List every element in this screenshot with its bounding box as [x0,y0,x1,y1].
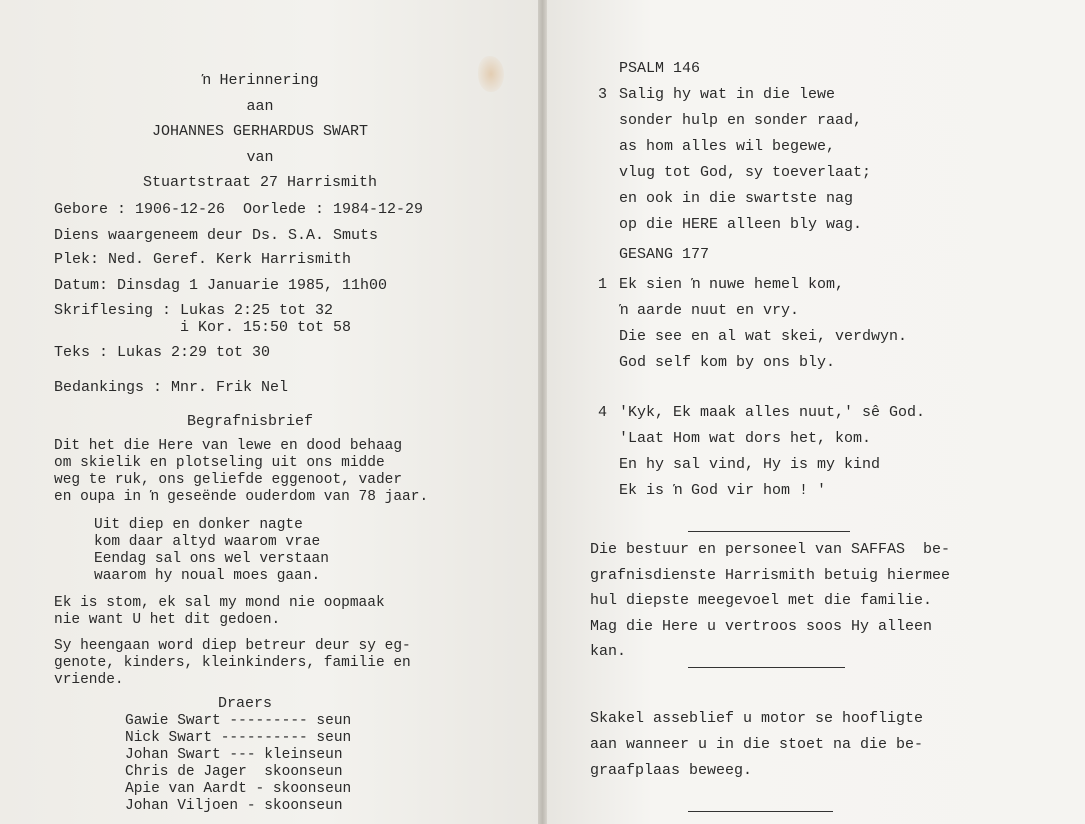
hymn-line: Die see en al wat skei, verdwyn. [619,328,908,345]
thanks-line: Bedankings : Mnr. Frik Nel [54,379,289,396]
hymn-line: ŉ aarde nuut en vry. [619,302,800,319]
divider-rule [688,667,845,668]
notice-line: grafnisdienste Harrismith betuig hiermee [590,567,951,584]
psalm-line: en ook in die swartste nag [619,190,854,207]
reading-line: Skriflesing : Lukas 2:25 tot 32 [54,302,334,319]
heading-line: aan [246,98,274,115]
paragraph-line: weg te ruk, ons geliefde eggenoot, vader [54,472,403,488]
notice-line: Mag die Here u vertroos soos Hy alleen [590,618,933,635]
request-line: aan wanneer u in die stoet na die be- [590,736,924,753]
paragraph-line: Dit het die Here van lewe en dood behaag [54,438,403,454]
poem-line: Uit diep en donker nagte [94,517,303,533]
psalm-line: op die HERE alleen bly wag. [619,216,863,233]
date-time-line: Datum: Dinsdag 1 Januarie 1985, 11h00 [54,277,388,294]
hymn-title: GESANG 177 [619,246,710,263]
psalm-title: PSALM 146 [619,60,701,77]
verse-number: 3 [598,86,608,103]
letter-title: Begrafnisbrief [187,413,314,430]
bearer-item: Johan Viljoen - skoonseun [125,798,343,814]
place-line: Plek: Ned. Geref. Kerk Harrismith [54,251,352,268]
hymn-line: Ek sien ŉ nuwe hemel kom, [619,276,845,293]
mourned-line: genote, kinders, kleinkinders, familie en [54,655,411,671]
mourned-line: Sy heengaan word diep betreur deur sy eg- [54,638,411,654]
verse-number: 4 [598,404,608,421]
hymn-line: Ek is ŉ God vir hom ! ' [619,482,827,499]
psalm-line: as hom alles wil begewe, [619,138,836,155]
heading-line: van [246,149,274,166]
bearer-item: Chris de Jager skoonseun [125,764,343,780]
hymn-line: God self kom by ons bly. [619,354,836,371]
psalm-line: Salig hy wat in die lewe [619,86,836,103]
dates-line: Gebore : 1906-12-26 Oorlede : 1984-12-29 [54,201,424,218]
poem-line: kom daar altyd waarom vrae [94,534,321,550]
quote-line: nie want U het dit gedoen. [54,612,281,628]
hymn-line: 'Kyk, Ek maak alles nuut,' sê God. [619,404,926,421]
divider-rule [688,811,833,812]
psalm-line: vlug tot God, sy toeverlaat; [619,164,872,181]
hymn-line: En hy sal vind, Hy is my kind [619,456,881,473]
heading-line: ŉ Herinnering [201,72,319,89]
notice-line: kan. [590,643,627,660]
poem-line: Eendag sal ons wel verstaan [94,551,329,567]
bearer-item: Nick Swart ---------- seun [125,730,352,746]
hymn-line: 'Laat Hom wat dors het, kom. [619,430,872,447]
quote-line: Ek is stom, ek sal my mond nie oopmaak [54,595,385,611]
notice-line: hul diepste meegevoel met die familie. [590,592,933,609]
notice-line: Die bestuur en personeel van SAFFAS be- [590,541,951,558]
psalm-line: sonder hulp en sonder raad, [619,112,863,129]
request-line: Skakel asseblief u motor se hoofligte [590,710,924,727]
text-line: Teks : Lukas 2:29 tot 30 [54,344,271,361]
minister-line: Diens waargeneem deur Ds. S.A. Smuts [54,227,379,244]
bearer-item: Johan Swart --- kleinseun [125,747,343,763]
divider-rule [688,531,850,532]
mourned-line: vriende. [54,672,124,688]
request-line: graafplaas beweeg. [590,762,753,779]
address-line: Stuartstraat 27 Harrismith [142,174,378,191]
verse-number: 1 [598,276,608,293]
bearer-item: Gawie Swart --------- seun [125,713,352,729]
deceased-name: JOHANNES GERHARDUS SWART [151,123,369,140]
reading-line: i Kor. 15:50 tot 58 [54,319,352,336]
paragraph-line: om skielik en plotseling uit ons midde [54,455,385,471]
page-fold [538,0,547,824]
poem-line: waarom hy noual moes gaan. [94,568,321,584]
paragraph-line: en oupa in ŉ geseënde ouderdom van 78 jaar. [54,489,429,505]
bearer-item: Apie van Aardt - skoonseun [125,781,352,797]
bearers-title: Draers [218,695,273,712]
paper-stain [478,56,504,92]
